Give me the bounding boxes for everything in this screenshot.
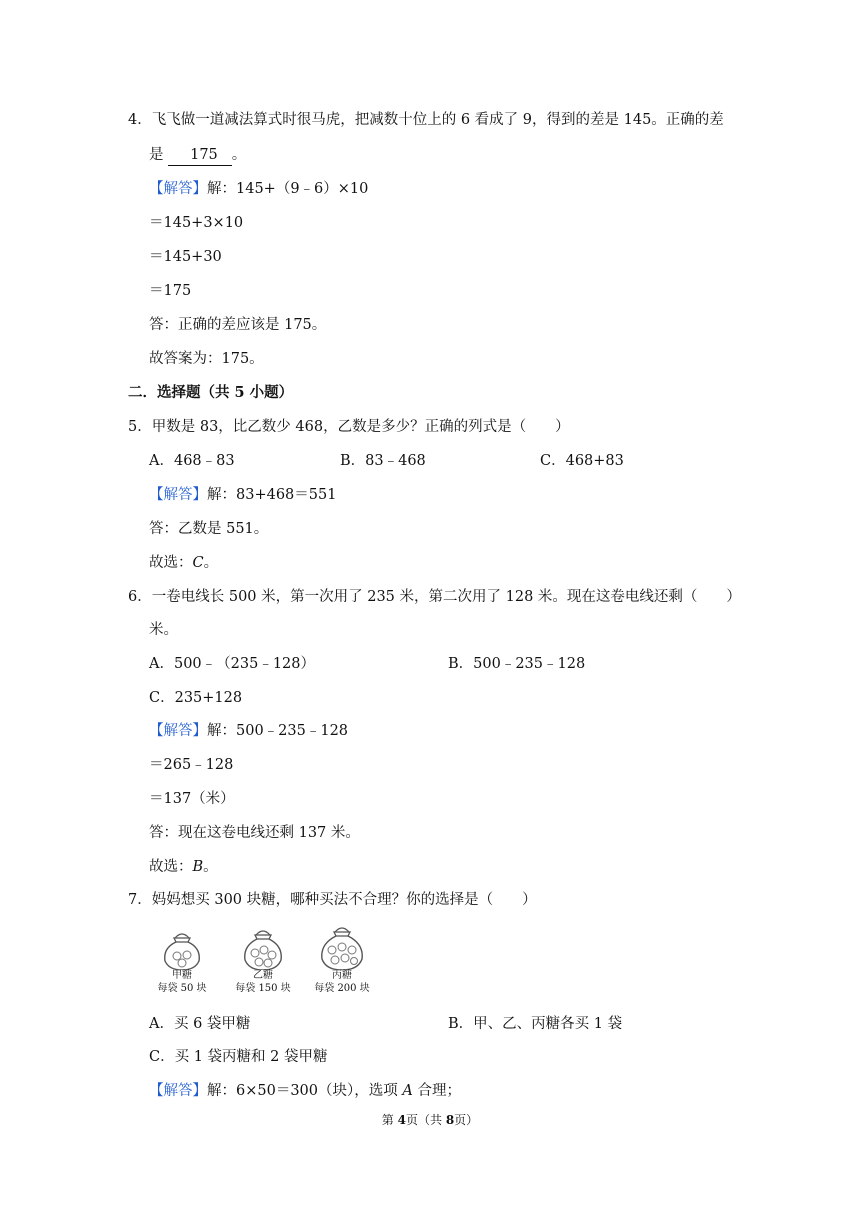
q4-step-2: ＝145+30: [149, 249, 222, 265]
q6-final: 故选：B。: [149, 859, 218, 875]
bag-name-label: 丙糖: [332, 970, 352, 981]
q4-step-1: ＝145+3×10: [149, 215, 244, 231]
q4-line2: 是 175 。: [149, 145, 246, 166]
bag-count-label: 每袋 200 块: [314, 983, 370, 994]
page-number: 4: [397, 1113, 406, 1127]
solution-tag: 【解答】: [149, 487, 207, 503]
q5-question: 5．甲数是 83，比乙数少 468，乙数是多少？正确的列式是（ ）: [128, 419, 570, 435]
q4-text: 飞飞做一道减法算式时很马虎，把减数十位上的 6 看成了 9，得到的差是 145。正确的差: [151, 112, 724, 128]
q4-step-3: ＝175: [149, 283, 192, 299]
q4-number: 4．: [128, 112, 152, 128]
q6-line1: 6．一卷电线长 500 米，第一次用了 235 米，第二次用了 128 米。现在这卷电线还剩（ ）: [128, 589, 741, 605]
q6-step-2: ＝137（米）: [149, 791, 235, 807]
q7-option-b: B．甲、乙、丙糖各买 1 袋: [448, 1016, 623, 1032]
q4-answer-blank: 175: [168, 145, 232, 166]
q4-solution: 【解答】解：145+（9﹣6）×10: [149, 181, 369, 197]
q7-number: 7．: [128, 892, 152, 908]
q5-answer: 答：乙数是 551。: [149, 521, 269, 537]
q5-option-c: C．468+83: [540, 453, 624, 469]
page-total: 8: [445, 1113, 455, 1127]
q4-answer: 答：正确的差应该是 175。: [149, 317, 327, 333]
q6-option-c: C．235+128: [149, 690, 243, 706]
q6-answer: 答：现在这卷电线还剩 137 米。: [149, 825, 360, 841]
candy-bag-icon: [238, 925, 288, 970]
q5-option-b: B．83﹣468: [340, 453, 426, 469]
q7-option-c: C．买 1 袋丙糖和 2 袋甲糖: [149, 1049, 328, 1065]
solution-tag: 【解答】: [149, 1083, 207, 1099]
q7-solution: 【解答】解：6×50＝300（块），选项 A 合理；: [149, 1083, 461, 1099]
q6-line2: 米。: [149, 622, 178, 638]
q6-step-1: ＝265﹣128: [149, 757, 234, 773]
q6-option-b: B．500﹣235﹣128: [448, 656, 586, 672]
q5-number: 5．: [128, 419, 152, 435]
q6-solution: 【解答】解：500﹣235﹣128: [149, 723, 349, 739]
solution-tag: 【解答】: [149, 723, 207, 739]
page-footer: 第 4页（共 8页）: [381, 1113, 479, 1127]
bag-count-label: 每袋 150 块: [235, 983, 291, 994]
q5-final: 故选：C。: [149, 555, 219, 571]
q5-solution: 【解答】解：83+468＝551: [149, 487, 337, 503]
bag-name-label: 乙糖: [253, 970, 273, 981]
q6-option-a: A．500﹣（235﹣128）: [149, 656, 315, 672]
q6-number: 6．: [128, 589, 152, 605]
q5-option-a: A．468﹣83: [149, 453, 235, 469]
bag-count-label: 每袋 50 块: [157, 983, 207, 994]
q7-option-a: A．买 6 袋甲糖: [149, 1016, 251, 1032]
q4-line1: [128, 110, 724, 130]
bag-name-label: 甲糖: [172, 970, 192, 981]
candy-bag-icon: [157, 928, 207, 970]
q4-final: 故答案为：175。: [149, 351, 264, 367]
solution-tag: 【解答】: [149, 181, 207, 197]
section-heading: 二．选择题（共 5 小题）: [128, 384, 294, 401]
candy-bag-icon: [316, 922, 368, 970]
q7-question: 7．妈妈想买 300 块糖，哪种买法不合理？你的选择是（ ）: [128, 892, 537, 908]
